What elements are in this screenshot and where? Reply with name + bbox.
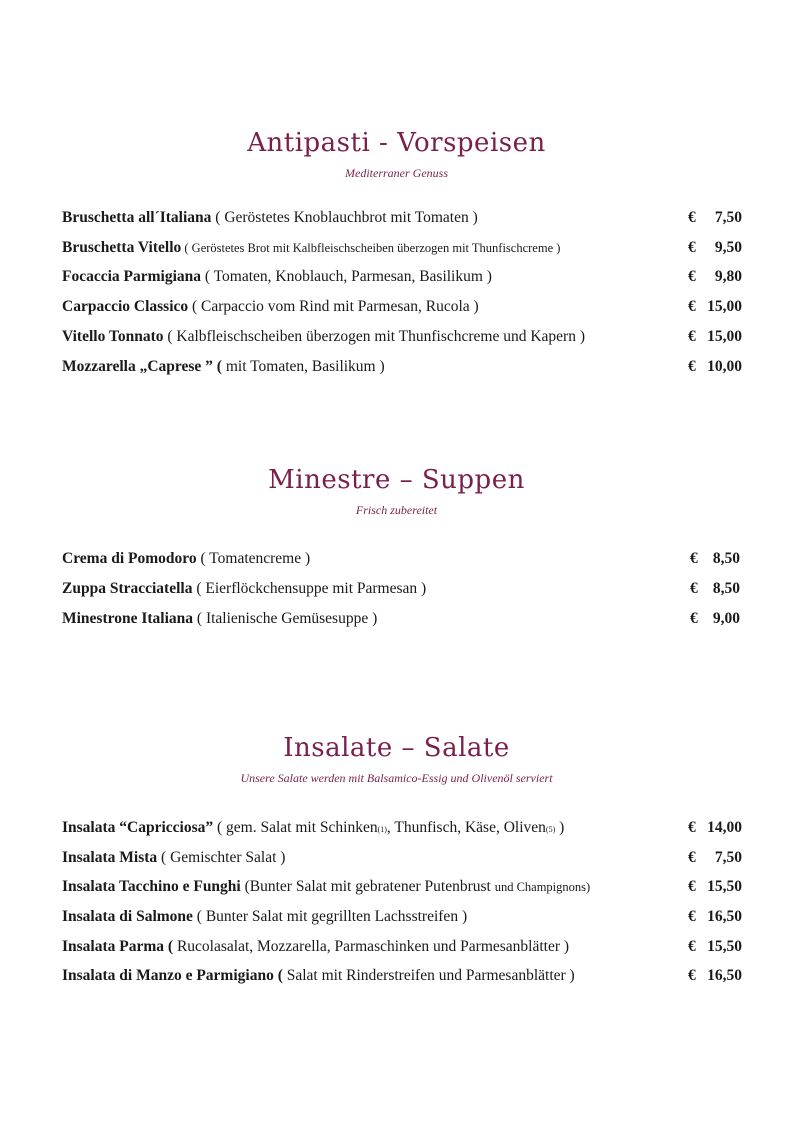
item-name: Minestrone Italiana: [62, 610, 194, 627]
item-description: ( Tomaten, Knoblauch, Parmesan, Basilikum ): [201, 268, 492, 285]
item-price: € 7,50: [688, 849, 742, 866]
item-description: Rucolasalat, Mozzarella, Parmaschinken und Parmesanblätter ): [173, 938, 570, 955]
item-name: Bruschetta Vitello: [62, 239, 182, 256]
item-description: ( Gemischter Salat ): [157, 849, 286, 866]
item-price: € 15,00: [688, 298, 742, 315]
allergen-note: (1): [377, 825, 387, 834]
item-price: € 7,50: [688, 209, 742, 226]
item-name: Insalata di Salmone: [62, 908, 193, 925]
item-price: € 15,50: [688, 878, 742, 895]
item-description: ( Geröstetes Knoblauchbrot mit Tomaten ): [211, 209, 478, 226]
item-name: Vitello Tonnato: [62, 328, 164, 345]
section-title: Minestre – Suppen: [268, 465, 525, 495]
section-subtitle: Unsere Salate werden mit Balsamico-Essig und Olivenöl serviert: [240, 771, 553, 785]
item-price: € 16,50: [688, 908, 742, 925]
menu-item: [62, 580, 426, 602]
item-name: Insalata Tacchino e Funghi: [62, 878, 241, 895]
menu-item: [62, 298, 479, 320]
item-name: Insalata Mista: [62, 849, 158, 866]
item-description: , Thunfisch, Käse, Oliven: [386, 819, 546, 836]
item-description: mit Tomaten, Basilikum ): [221, 358, 385, 375]
item-description: ): [555, 819, 565, 836]
menu-item: [62, 878, 590, 900]
section-subtitle: Mediterraner Genuss: [345, 166, 448, 180]
item-description: ( Kalbfleischscheiben überzogen mit Thunfischcreme und Kapern ): [163, 328, 586, 345]
item-name: Insalata “Capricciosa”: [62, 819, 214, 836]
menu-item: [62, 610, 377, 632]
item-name: Crema di Pomodoro: [62, 550, 197, 567]
menu-item: [62, 550, 310, 572]
item-price: € 9,80: [688, 268, 742, 285]
item-description: ( gem. Salat mit Schinken: [213, 819, 378, 836]
menu-item: [62, 819, 564, 841]
menu-item: [62, 268, 492, 290]
item-price: € 9,50: [688, 239, 742, 256]
item-price: € 15,00: [688, 328, 742, 345]
menu-item: [62, 967, 575, 989]
item-description: ( Eierflöckchensuppe mit Parmesan ): [192, 580, 427, 597]
item-name: Insalata Parma (: [62, 938, 174, 955]
item-description: ( Tomatencreme ): [196, 550, 311, 567]
item-name: Bruschetta all´Italiana: [62, 209, 212, 226]
item-price: € 15,50: [688, 938, 742, 955]
menu-item: [62, 849, 285, 871]
section-title: Insalate – Salate: [283, 733, 510, 763]
item-description: und Champignons): [494, 880, 591, 894]
item-description: ( Carpaccio vom Rind mit Parmesan, Rucola ): [188, 298, 479, 315]
menu-item: [62, 239, 560, 261]
item-price: € 14,00: [688, 819, 742, 836]
section-subtitle: Frisch zubereitet: [355, 503, 438, 517]
item-name: Zuppa Stracciatella: [62, 580, 193, 597]
item-name: Carpaccio Classico: [62, 298, 189, 315]
item-description: ( Bunter Salat mit gegrillten Lachsstreifen ): [192, 908, 468, 925]
item-price: € 8,50: [690, 580, 740, 597]
item-description: Salat mit Rinderstreifen und Parmesanblätter ): [282, 967, 575, 984]
item-price: € 10,00: [688, 358, 742, 375]
item-price: € 16,50: [688, 967, 742, 984]
allergen-note: (5): [545, 825, 556, 834]
menu-item: [62, 908, 467, 930]
menu-item: [62, 328, 585, 350]
item-name: Insalata di Manzo e Parmigiano (: [62, 967, 283, 984]
item-description: ( Italienische Gemüsesuppe ): [193, 610, 378, 627]
item-name: Focaccia Parmigiana: [62, 268, 202, 285]
section-title: Antipasti - Vorspeisen: [247, 128, 546, 158]
item-description: ( Geröstetes Brot mit Kalbfleischscheiben überzogen mit Thunfischcreme ): [181, 241, 561, 255]
menu-item: [62, 358, 385, 380]
item-price: € 9,00: [690, 610, 740, 627]
menu-item: [62, 938, 569, 960]
menu-item: [62, 209, 478, 231]
item-price: € 8,50: [690, 550, 740, 567]
item-description: (Bunter Salat mit gebratener Putenbrust: [240, 878, 495, 895]
item-name: Mozzarella „Caprese ” (: [62, 358, 222, 375]
